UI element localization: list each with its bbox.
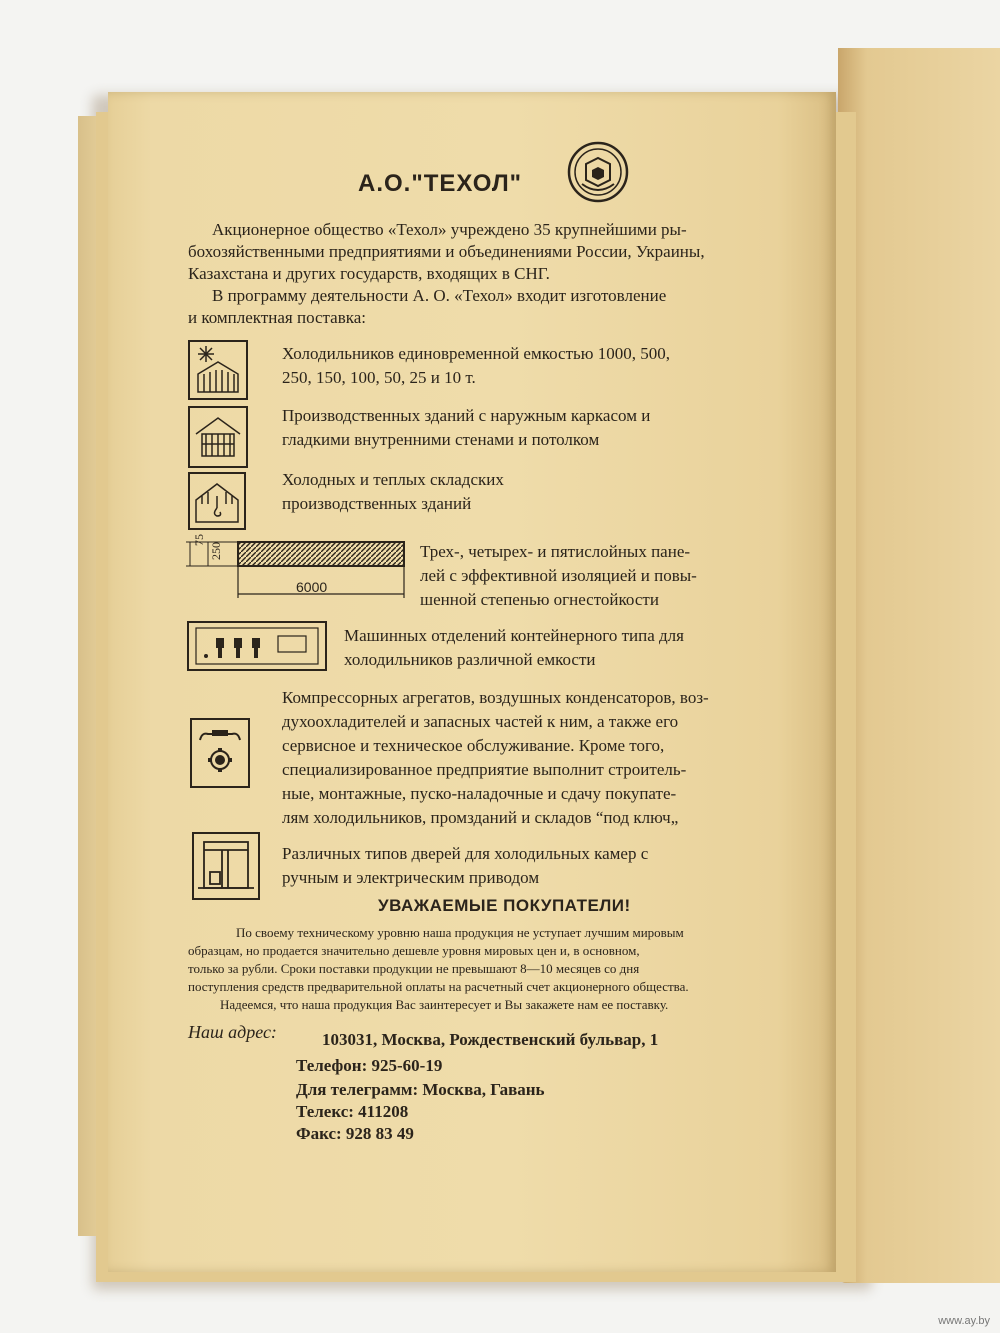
- company-logo-icon: [566, 140, 630, 204]
- right-page: [838, 48, 1000, 1283]
- machine-room-container-icon: [186, 620, 328, 672]
- refrigerator-building-icon: [188, 340, 248, 400]
- watermark: www.ay.by: [938, 1315, 990, 1327]
- customers-line-4: поступления средств предварительной оплаты на расчетный счет акционерного общества.: [188, 979, 689, 994]
- panel-dim-thin: 75: [192, 534, 206, 546]
- item-3-line-2: производственных зданий: [282, 494, 472, 513]
- intro-line-5: и комплектная поставка:: [188, 308, 367, 327]
- panel-dim-thick: 250: [209, 542, 223, 560]
- intro-line-4: В программу деятельности А. О. «Техол» входит изготовление: [212, 286, 667, 305]
- item-6-line-6: лям холодильников, промзданий и складов “под ключ„: [282, 808, 679, 827]
- customers-line-5: Надеемся, что наша продукция Вас заинтересует и Вы закажете нам ее поставку.: [220, 997, 669, 1012]
- item-6-line-2: духоохладителей и запасных частей к ним, а также его: [282, 712, 679, 731]
- address-telegram: Для телеграмм: Москва, Гавань: [296, 1080, 545, 1099]
- address-telex: Телекс: 411208: [296, 1102, 409, 1121]
- address-fax: Факс: 928 83 49: [296, 1124, 414, 1143]
- company-title: А.О."ТЕХОЛ": [358, 170, 523, 197]
- item-1-line-1: Холодильников единовременной емкостью 1000, 500,: [282, 344, 670, 363]
- item-2-line-2: гладкими внутренними стенами и потолком: [282, 430, 600, 449]
- intro-line-1: Акционерное общество «Техол» учреждено 35 крупнейшими ры-: [212, 220, 687, 239]
- item-6-line-1: Компрессорных агрегатов, воздушных конденсаторов, воз-: [282, 688, 709, 707]
- item-5-line-2: холодильников различной емкости: [344, 650, 596, 669]
- address-street: 103031, Москва, Рождественский бульвар, 1: [322, 1030, 659, 1049]
- address-label: Наш адрес:: [188, 1022, 277, 1042]
- customers-line-1: По своему техническому уровню наша продукция не уступает лучшим мировым: [236, 925, 684, 940]
- customers-line-2: образцам, но продается значительно дешевле уровня мировых цен и, в основном,: [188, 943, 640, 958]
- intro-line-3: Казахстана и других государств, входящих в СНГ.: [188, 264, 550, 283]
- item-4-line-1: Трех-, четырех- и пятислойных пане-: [420, 542, 691, 561]
- customers-heading: УВАЖАЕМЫЕ ПОКУПАТЕЛИ!: [378, 896, 631, 915]
- item-2-line-1: Производственных зданий с наружным каркасом и: [282, 406, 651, 425]
- customers-line-3: только за рубли. Сроки поставки продукции не превышают 8—10 месяцев со дня: [188, 961, 640, 976]
- cold-room-door-icon: [192, 832, 260, 900]
- item-4-line-2: лей с эффективной изоляцией и повы-: [420, 566, 697, 585]
- item-7-line-1: Различных типов дверей для холодильных камер с: [282, 844, 649, 863]
- address-phone: Телефон: 925-60-19: [296, 1056, 443, 1075]
- item-6-line-5: ные, монтажные, пуско-наладочные и сдачу покупате-: [282, 784, 677, 803]
- item-4-line-3: шенной степенью огнестойкости: [420, 590, 659, 609]
- warehouse-crane-icon: [188, 472, 246, 530]
- item-5-line-1: Машинных отделений контейнерного типа для: [344, 626, 684, 645]
- intro-line-2: бохозяйственными предприятиями и объединениями России, Украины,: [188, 242, 705, 261]
- item-7-line-2: ручным и электрическим приводом: [282, 868, 540, 887]
- item-3-line-1: Холодных и теплых складских: [282, 470, 504, 489]
- item-6-line-3: сервисное и техническое обслуживание. Кроме того,: [282, 736, 665, 755]
- item-1-line-2: 250, 150, 100, 50, 25 и 10 т.: [282, 368, 476, 387]
- production-building-icon: [188, 406, 248, 468]
- item-6-line-4: специализированное предприятие выполнит строитель-: [282, 760, 687, 779]
- panel-dim-length: 6000: [296, 579, 328, 595]
- service-wrench-icon: [190, 718, 250, 788]
